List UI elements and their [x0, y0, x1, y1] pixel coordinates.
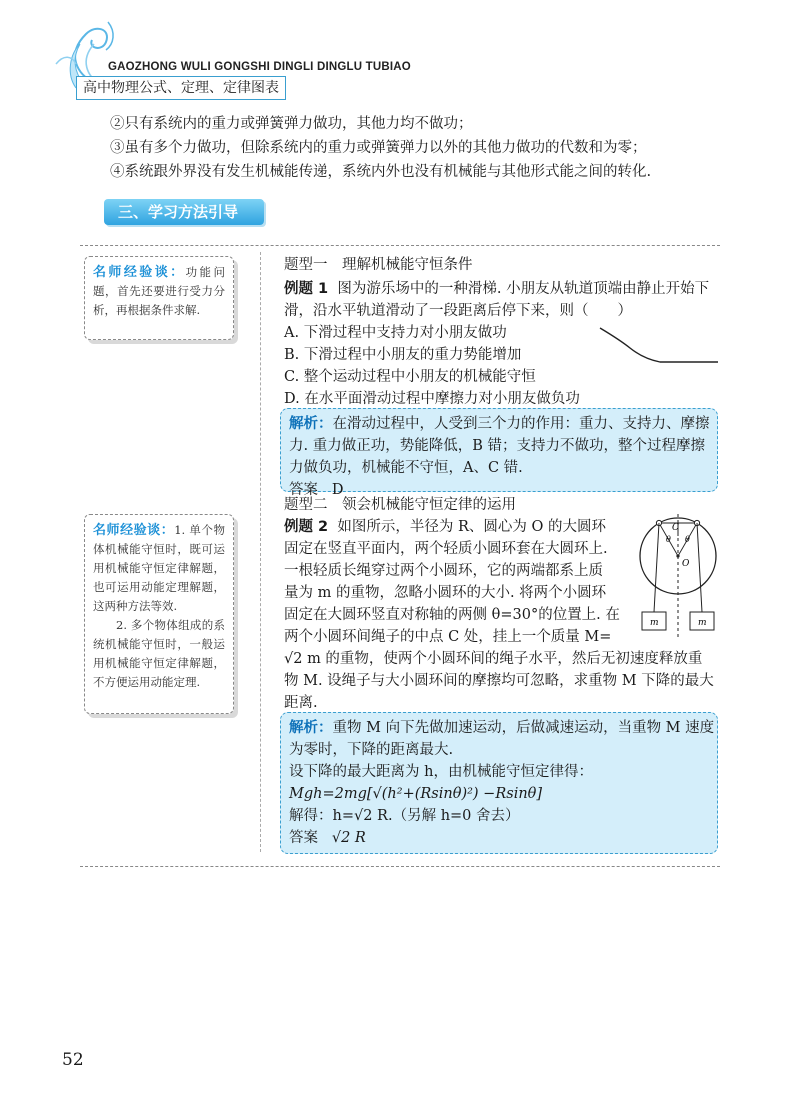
solution-text: 力. 重力做正功，势能降低，B 错；支持力不做功，整个过程摩擦 [289, 438, 705, 454]
type-title: 题型一 理解机械能守恒条件 [284, 257, 473, 273]
example-2-stem [284, 516, 606, 538]
stem-text: 距离. [284, 695, 318, 711]
stem-text: 固定在大圆环竖直对称轴的两侧 θ=30°的位置上. 在 [284, 607, 620, 623]
solution-equation: Mgh=2mg[√(h²+(Rsinθ)²) −Rsinθ] [289, 786, 543, 802]
answer-label: 答案 [289, 830, 318, 846]
example-1-stem [284, 278, 709, 300]
stem-text: 物 M. 设绳子与大小圆环间的摩擦均可忽略，求重物 M 下降的最大 [284, 673, 714, 689]
stem-text: 滑，沿水平轨道滑动了一段距离后停下来，则（ ） [284, 303, 632, 319]
figure-label-theta: θ [685, 535, 690, 544]
condition-line: ④系统跟外界没有发生机械能传递，系统内外也没有机械能与其他形式能之间的转化. [110, 164, 652, 180]
column-divider [260, 252, 261, 852]
option-b: B. 下滑过程中小朋友的重力势能增加 [284, 347, 522, 363]
tip-box-2 [84, 514, 234, 714]
page-number: 52 [62, 1050, 84, 1070]
figure-label-o: O [682, 559, 690, 569]
type-title: 题型二 领会机械能守恒定律的运用 [284, 497, 516, 513]
answer-value: √2 R [331, 830, 366, 846]
option-a: A. 下滑过程中支持力对小朋友做功 [284, 325, 507, 341]
figure-label-mass: m [698, 618, 707, 628]
stem-text: √2 m 的重物，使两个小圆环间的绳子水平，然后无初速度释放重 [284, 651, 703, 667]
solution-text: 力做负功，机械能不守恒，A、C 错. [289, 460, 523, 476]
figure-label-mass: m [650, 618, 659, 628]
ring-figure [632, 514, 724, 640]
solution-text: 设下降的最大距离为 h，由机械能守恒定律得： [289, 764, 593, 780]
tip-box-1 [84, 256, 234, 340]
solution-label: 解析： [289, 720, 333, 736]
solution-box-2 [280, 712, 718, 854]
stem-text: 两个小圆环间绳子的中点 C 处，挂上一个质量 M= [284, 629, 612, 645]
header-chinese-title: 高中物理公式、定理、定律图表 [76, 76, 286, 100]
condition-line: ③虽有多个力做功，但除系统内的重力或弹簧弹力以外的其他力做功的代数和为零； [110, 140, 647, 156]
stem-text: 图为游乐场中的一种滑梯. 小朋友从轨道顶端由静止开始下 [337, 281, 710, 297]
stem-text: 如图所示，半径为 R、圆心为 O 的大圆环 [337, 519, 606, 535]
figure-label-c: C [672, 523, 679, 533]
header-pinyin-title: GAOZHONG WULI GONGSHI DINGLI DINGLU TUBIAO [108, 61, 411, 73]
solution-text: 重物 M 向下先做加速运动，后做减速运动，当重物 M 速度 [332, 720, 715, 736]
section-title: 三、学习方法引导 [104, 199, 264, 225]
tip-text: 2. 多个物体组成的系统机械能守恒时，一般运用机械能守恒定律解题，不方便运用动能定理. [93, 618, 225, 689]
tip-text: 功能问题，首先还要进行受力分析，再根据条件求解. [93, 265, 225, 317]
tip-text: 1. 单个物体机械能守恒时，既可运用机械能守恒定律解题，也可运用动能定理解题，这两种方法等效. [93, 523, 225, 613]
tip-label: 名师经验谈： [93, 523, 175, 538]
option-d: D. 在水平面滑动过程中摩擦力对小朋友做负功 [284, 391, 580, 407]
divider [80, 245, 720, 246]
condition-line: ②只有系统内的重力或弹簧弹力做功，其他力均不做功； [110, 116, 473, 132]
answer-label: 答案 [289, 482, 318, 498]
divider [80, 866, 720, 867]
solution-text: 为零时，下降的距离最大. [289, 742, 454, 758]
solution-box-1 [280, 408, 718, 498]
answer-value: D [331, 482, 344, 498]
solution-text: 解得：h=√2 R.（另解 h=0 舍去） [289, 808, 520, 824]
stem-text: 一根轻质长绳穿过两个小圆环，它的两端都系上质 [284, 563, 603, 579]
example-label: 例题 2 [284, 519, 329, 535]
stem-text: 固定在竖直平面内，两个轻质小圆环套在大圆环上. [284, 541, 608, 557]
slide-figure [598, 322, 720, 366]
solution-text: 在滑动过程中，人受到三个力的作用：重力、支持力、摩擦 [332, 416, 710, 432]
figure-label-theta: θ [666, 535, 671, 544]
tip-label: 名师经验谈： [93, 265, 186, 280]
stem-text: 量为 m 的重物，忽略小圆环的大小. 将两个小圆环 [284, 585, 607, 601]
solution-label: 解析： [289, 416, 333, 432]
example-label: 例题 1 [284, 281, 329, 297]
option-c: C. 整个运动过程中小朋友的机械能守恒 [284, 369, 536, 385]
